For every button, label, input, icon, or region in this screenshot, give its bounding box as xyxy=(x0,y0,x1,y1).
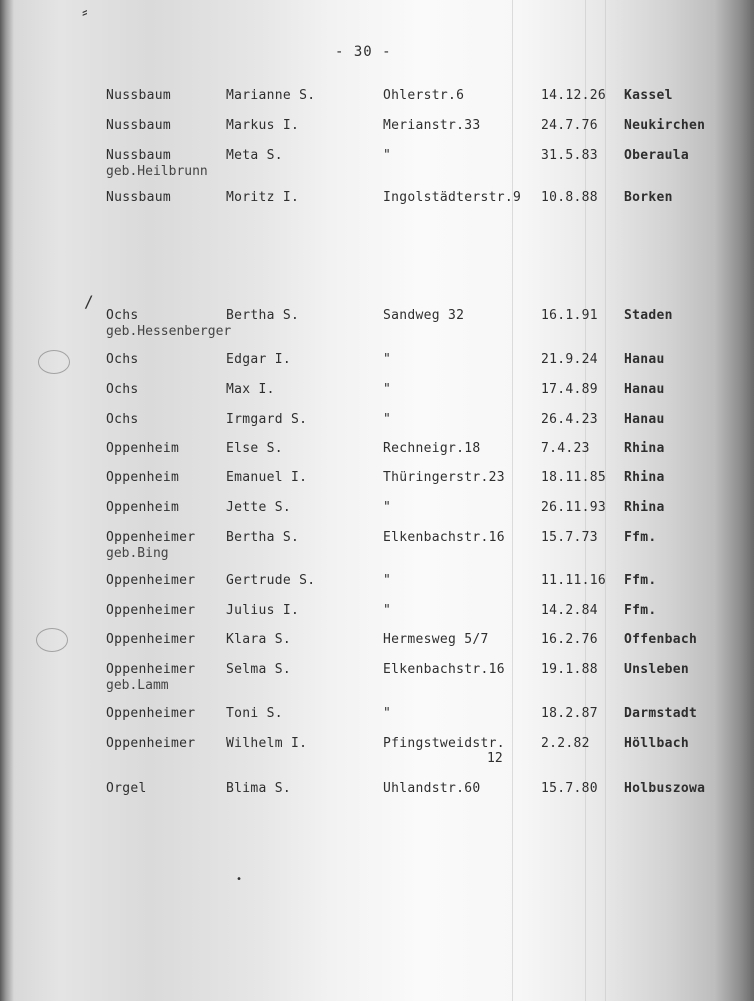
given-name-cell: Moritz I. xyxy=(226,190,300,205)
surname-cell: Ochs xyxy=(106,308,139,323)
surname-cell: Oppenheimer xyxy=(106,530,196,545)
birth-date-cell: 19.1.88 xyxy=(541,662,598,677)
street-cell: Merianstr.33 xyxy=(383,118,481,133)
given-name-cell: Wilhelm I. xyxy=(226,736,308,751)
surname-cell: Nussbaum xyxy=(106,118,172,133)
birth-date-cell: 16.2.76 xyxy=(541,632,598,647)
surname-cell: Oppenheimer xyxy=(106,603,196,618)
record-row xyxy=(0,736,754,776)
birth-date-cell: 10.8.88 xyxy=(541,190,598,205)
street-cell: " xyxy=(383,573,392,588)
surname-cell: Oppenheimer xyxy=(106,706,196,721)
surname-cell: Nussbaum xyxy=(106,148,172,163)
birth-place-cell: Hanau xyxy=(624,352,665,367)
birth-place-cell: Staden xyxy=(624,308,673,323)
birth-date-cell: 14.2.84 xyxy=(541,603,598,618)
birth-date-cell: 26.4.23 xyxy=(541,412,598,427)
record-row xyxy=(0,308,754,348)
pen-mark: / xyxy=(84,292,94,311)
birth-place-cell: Offenbach xyxy=(624,632,698,647)
street-cell: " xyxy=(383,500,392,515)
record-row xyxy=(0,530,754,570)
street-cell: Elkenbachstr.16 xyxy=(383,662,505,677)
surname-cell: Ochs xyxy=(106,412,139,427)
given-name-cell: Bertha S. xyxy=(226,530,300,545)
street-cell: " xyxy=(383,148,392,163)
surname-cell: Oppenheim xyxy=(106,470,180,485)
given-name-cell: Meta S. xyxy=(226,148,283,163)
surname-cell: Ochs xyxy=(106,382,139,397)
ink-dot: • xyxy=(236,874,243,885)
birth-place-cell: Neukirchen xyxy=(624,118,706,133)
surname-cell: Oppenheimer xyxy=(106,573,196,588)
given-name-cell: Jette S. xyxy=(226,500,292,515)
birth-place-cell: Borken xyxy=(624,190,673,205)
birth-place-cell: Ffm. xyxy=(624,573,657,588)
birth-date-cell: 2.2.82 xyxy=(541,736,590,751)
given-name-cell: Toni S. xyxy=(226,706,283,721)
birth-date-cell: 15.7.80 xyxy=(541,781,598,796)
pen-mark: ⸗ xyxy=(80,2,90,21)
birth-place-cell: Darmstadt xyxy=(624,706,698,721)
surname-cell: Orgel xyxy=(106,781,147,796)
surname-cell: Ochs xyxy=(106,352,139,367)
given-name-cell: Markus I. xyxy=(226,118,300,133)
surname-cell: Oppenheimer xyxy=(106,662,196,677)
street-cell: " xyxy=(383,412,392,427)
birth-place-cell: Ffm. xyxy=(624,530,657,545)
birth-date-cell: 18.2.87 xyxy=(541,706,598,721)
birth-date-cell: 17.4.89 xyxy=(541,382,598,397)
birth-place-cell: Rhina xyxy=(624,441,665,456)
surname-cell: Oppenheim xyxy=(106,500,180,515)
street-cell: " xyxy=(383,603,392,618)
birth-date-cell: 21.9.24 xyxy=(541,352,598,367)
surname-cell: Oppenheimer xyxy=(106,736,196,751)
given-name-cell: Emanuel I. xyxy=(226,470,308,485)
maiden-name-cell: geb.Heilbrunn xyxy=(106,164,208,179)
record-row xyxy=(0,781,754,821)
street-cell: Sandweg 32 xyxy=(383,308,465,323)
street-continuation-cell: 12 xyxy=(487,751,503,766)
given-name-cell: Julius I. xyxy=(226,603,300,618)
page-number: - 30 - xyxy=(335,44,392,60)
birth-place-cell: Höllbach xyxy=(624,736,690,751)
surname-cell: Nussbaum xyxy=(106,190,172,205)
street-cell: Uhlandstr.60 xyxy=(383,781,481,796)
given-name-cell: Marianne S. xyxy=(226,88,316,103)
given-name-cell: Else S. xyxy=(226,441,283,456)
birth-place-cell: Oberaula xyxy=(624,148,690,163)
street-cell: Rechneigr.18 xyxy=(383,441,481,456)
street-cell: Ingolstädterstr.9 xyxy=(383,190,522,205)
birth-date-cell: 16.1.91 xyxy=(541,308,598,323)
street-cell: " xyxy=(383,352,392,367)
street-cell: Hermesweg 5/7 xyxy=(383,632,489,647)
record-row xyxy=(0,662,754,702)
given-name-cell: Edgar I. xyxy=(226,352,292,367)
street-cell: Elkenbachstr.16 xyxy=(383,530,505,545)
birth-place-cell: Holbuszowa xyxy=(624,781,706,796)
given-name-cell: Klara S. xyxy=(226,632,292,647)
given-name-cell: Irmgard S. xyxy=(226,412,308,427)
birth-date-cell: 11.11.16 xyxy=(541,573,607,588)
given-name-cell: Max I. xyxy=(226,382,275,397)
street-cell: Ohlerstr.6 xyxy=(383,88,465,103)
birth-place-cell: Kassel xyxy=(624,88,673,103)
surname-cell: Oppenheim xyxy=(106,441,180,456)
birth-place-cell: Rhina xyxy=(624,500,665,515)
birth-place-cell: Hanau xyxy=(624,412,665,427)
given-name-cell: Selma S. xyxy=(226,662,292,677)
surname-cell: Nussbaum xyxy=(106,88,172,103)
maiden-name-cell: geb.Lamm xyxy=(106,678,169,693)
surname-cell: Oppenheimer xyxy=(106,632,196,647)
birth-place-cell: Unsleben xyxy=(624,662,690,677)
birth-place-cell: Ffm. xyxy=(624,603,657,618)
birth-date-cell: 15.7.73 xyxy=(541,530,598,545)
birth-date-cell: 24.7.76 xyxy=(541,118,598,133)
given-name-cell: Gertrude S. xyxy=(226,573,316,588)
birth-date-cell: 26.11.93 xyxy=(541,500,607,515)
street-cell: " xyxy=(383,706,392,721)
street-cell: " xyxy=(383,382,392,397)
record-row xyxy=(0,148,754,188)
given-name-cell: Blima S. xyxy=(226,781,292,796)
street-cell: Thüringerstr.23 xyxy=(383,470,505,485)
birth-date-cell: 7.4.23 xyxy=(541,441,590,456)
maiden-name-cell: geb.Bing xyxy=(106,546,169,561)
birth-place-cell: Hanau xyxy=(624,382,665,397)
given-name-cell: Bertha S. xyxy=(226,308,300,323)
birth-date-cell: 14.12.26 xyxy=(541,88,607,103)
birth-place-cell: Rhina xyxy=(624,470,665,485)
street-cell: Pfingstweidstr. xyxy=(383,736,505,751)
record-row xyxy=(0,190,754,230)
maiden-name-cell: geb.Hessenberger xyxy=(106,324,232,339)
birth-date-cell: 31.5.83 xyxy=(541,148,598,163)
birth-date-cell: 18.11.85 xyxy=(541,470,607,485)
